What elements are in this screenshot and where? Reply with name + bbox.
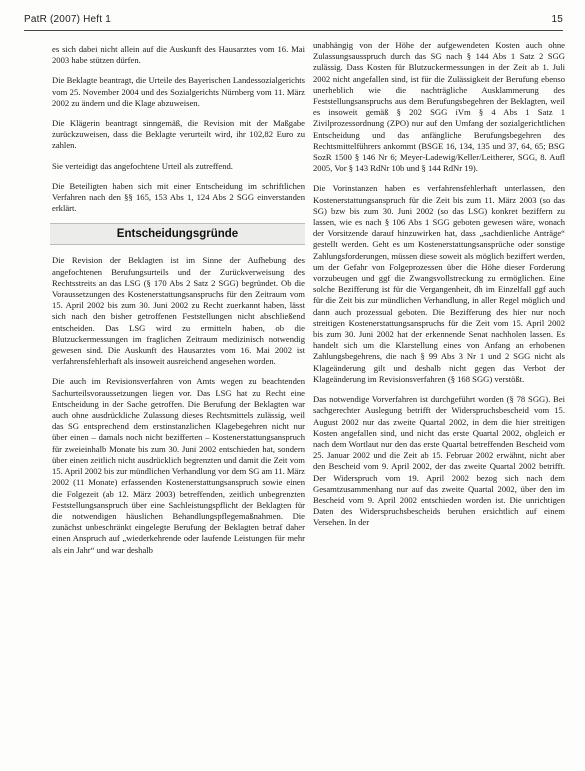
paragraph: Das notwendige Vorverfahren ist durchgeführt worden (§ 78 SGG). Bei sachgerechter Auslegung betrifft der Widerspruchsbescheid vom 15. August 2002 nur das zweite Quartal 2002, in dem die hier streitigen Kosten angefallen sind, und nicht das erste Quartal 2002, obgleich er nach dem Wortlaut nur den das erste Quartal betreffenden Bescheid vom 25. Januar 2002 und die Zeit ab 15. Februar 2002 erwähnt, nicht aber den Bescheid vom 9. April 2002, der das zweite Quartal 2002 betrifft. Der Widerspruch vom 19. April 2002 bezog sich nach dem Gesamtzusammenhang nur auf das zweite Quartal 2002, über den im Bescheid vom 9. April 2002 entschieden worden ist. Die unrichtigen Daten des Widerspruchsbescheids beruhen ersichtlich auf einem Versehen. In der xyxy=(313,394,565,528)
running-header xyxy=(24,14,563,28)
paragraph: Die Revision der Beklagten ist im Sinne der Aufhebung des angefochtenen Berufungsurteils und der Zurückverweisung des Rechtsstreits an das LSG (§ 170 Abs 2 Satz 2 SGG) begründet. Ob die Voraussetzungen des Kostenerstattungsanspruchs für den Zeitraum vom 15. April 2002 bis zum 30. Juni 2002 zu Recht zuerkannt haben, lässt sich nach den bisher getroffenen Feststellungen nicht abschließend entscheiden. Das LSG wird zu ermitteln haben, ob die Blutzuckermessungen im fraglichen Zeitraum medizinisch notwendig gewesen sind. Die Auskunft des Hausarztes vom 16. Mai 2002 ist verfahrensfehlerhaft als insoweit ausreichend angesehen worden. xyxy=(52,255,305,367)
section-heading-box xyxy=(50,223,305,245)
left-column xyxy=(52,44,305,565)
paragraph: Die auch im Revisionsverfahren von Amts wegen zu beachtenden Sachurteilsvoraussetzungen liegen vor. Das LSG hat zu Recht eine Entscheidung in der Sache getroffen. Die Berufung der Beklagten war auch ohne ausdrückliche Zulassung dieses Rechtsmittels zulässig, weil das SG entsprechend dem erstinstanzlichen Klagebegehren nicht nur über einen – damals noch nicht bezifferten – Kostenerstattungsanspruch für zweieinhalb Monate bis zum 30. Juni 2002 entschieden hat, sondern über einen zeitlich nicht ausdrücklich begrenzten und damit die Zeit vom 15. April 2002 bis zur mündlichen Verhandlung vor dem SG am 11. März 2002 (11 Monate) erfassenden Kostenerstattungsanspruch sowie einen die Folgezeit (ab 12. März 2003) betreffenden, zeitlich unbegrenzten Feststellungsanspruch über eine Sachleistungspflicht der Beklagten für die notwendigen häuslichen Behandlungspflegemaßnahmen. Die zunächst unbeschränkt eingelegte Berufung der Beklagten betraf daher einen Anspruch auf „wiederkehrende oder laufende Leistungen für mehr als ein Jahr“ und war deshalb xyxy=(52,376,305,555)
page-number: 15 xyxy=(551,14,563,25)
paragraph: Die Klägerin beantragt sinngemäß, die Revision mit der Maßgabe zurückzuweisen, dass die Beklagte verurteilt wird, ihr 102,82 Euro zu zahlen. xyxy=(52,118,305,151)
paragraph: Die Beklagte beantragt, die Urteile des Bayerischen Landessozialgerichts vom 25. November 2004 und des Sozialgerichts Nürnberg vom 11. März 2002 zu ändern und die Klage abzuweisen. xyxy=(52,75,305,108)
journal-title: PatR (2007) Heft 1 xyxy=(24,14,111,25)
right-column xyxy=(313,40,565,538)
paragraph: Sie verteidigt das angefochtene Urteil als zutreffend. xyxy=(52,160,233,171)
paragraph: es sich dabei nicht allein auf die Auskunft des Hausarztes vom 16. Mai 2003 habe stützen dürfen. xyxy=(52,44,305,66)
header-divider xyxy=(24,30,563,31)
paragraph: unabhängig von der Höhe der aufgewendeten Kosten auch ohne Zulassungsausspruch durch das SG nach § 144 Abs 1 Satz 2 SGG zulässig. Dass Kosten für Blutzuckermessungen in der Zeit ab 1. Juli 2002 nicht angefallen sind, ist für die Zulässigkeit der Berufung ebenso unerheblich wie die nachträgliche Ausklammerung des Feststellungsanspruchs aus dem Berufungsbegehren der Beklagten, weil es insoweit gemäß § 202 SGG iVm § 4 Abs 1 Satz 1 Zivilprozessordnung (ZPO) nur auf den Umfang der sozialgerichtlichen Entscheidung und das anfängliche Berufungsbegehren des Rechtsmittelführers ankommt (BSGE 16, 134, 135 und 37, 64, 65; BSG SozR 1500 § 146 Nr 6; Meyer-Ladewig/Keller/Leitherer, SGG, 8. Aufl 2005, Vor § 143 RdNr 10b und § 144 RdNr 19). xyxy=(313,40,565,174)
section-heading: Entscheidungsgründe xyxy=(116,228,239,241)
paragraph: Die Vorinstanzen haben es verfahrensfehlerhaft unterlassen, den Kostenerstattungsanspruch für die Zeit bis zum 11. März 2003 (so das SG) bzw bis zum 30. Juni 2002 (so das LSG) konkret beziffern zu lassen, wie es nach § 106 Abs 1 SGG geboten gewesen wäre, wonach der Vorsitzende darauf hinzuwirken hat, dass „sachdienliche Anträge“ gestellt werden. Geht es um Kostenerstattungsansprüche oder sonstige Zahlungsforderungen, müssen diese soweit als möglich beziffert werden, um der Gefahr von Folgeprozessen über die Höhe dieser Forderung vorzubeugen und ggf die Zwangsvollstreckung zu ermöglichen. Eine solche Bezifferung ist für die Vergangenheit, dh im Einzelfall ggf auch für die Zeit bis zur mündlichen Verhandlung, in aller Regel möglich und dann auch prozessual geboten. Die Bezifferung des hier nur noch streitigen Kostenerstattungsanspruchs für die Zeit vom 15. April 2002 bis zum 30. Juni 2002 hat der erkennende Senat nachholen lassen. Es handelt sich um die Klarstellung eines von Anfang an erhobenen Zahlungsbegehrens, die nach § 99 Abs 3 Nr 1 und 2 SGG nicht als Klageänderung gilt und deshalb nicht gegen das Verbot der Klageänderung im Revisionsverfahren (§ 168 SGG) verstößt. xyxy=(313,183,565,384)
paragraph: Die Beteiligten haben sich mit einer Entscheidung im schriftlichen Verfahren nach den §§ 165, 153 Abs 1, 124 Abs 2 SGG einverstanden erklärt. xyxy=(52,180,305,214)
